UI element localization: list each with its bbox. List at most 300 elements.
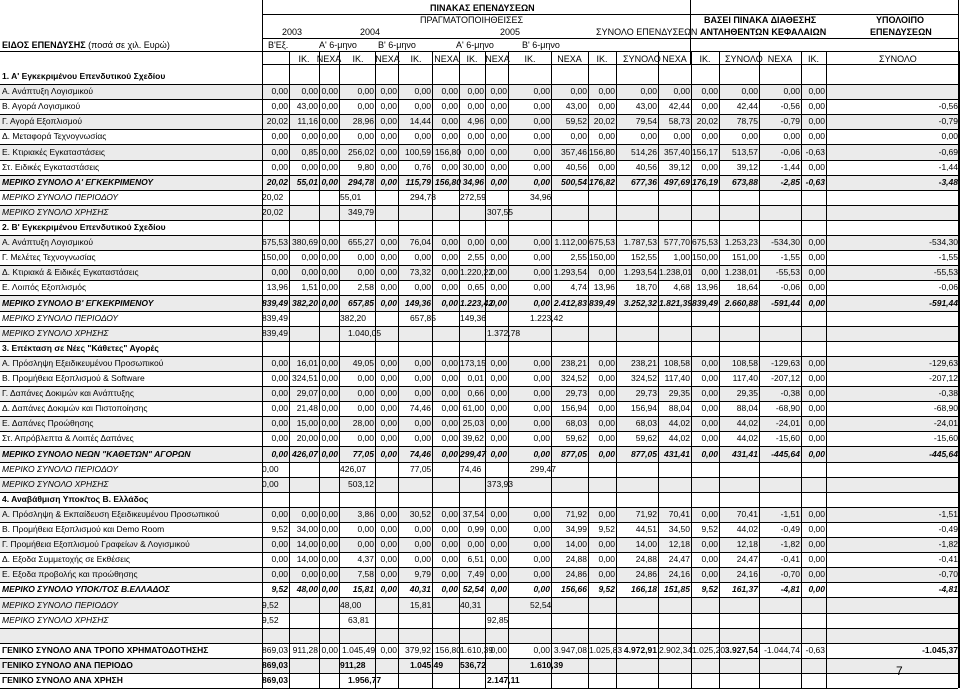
table-cell: 1.293,54 <box>623 267 657 278</box>
year-2003: 2003 <box>282 27 303 37</box>
row-label: Ε. Λοιπός Εξοπλισμός <box>2 282 87 293</box>
sub-column-header: ΝΕΧΑ <box>434 54 459 64</box>
table-cell: -0,49 <box>938 524 958 534</box>
table-cell: 68,03 <box>635 418 657 429</box>
period-total-cell: 272,59 <box>460 191 486 202</box>
table-cell: 40,56 <box>565 161 587 172</box>
synolo-epend-header: ΣΥΝΟΛΟ ΕΠΕΝΔΥΣΕΩΝ <box>596 27 698 37</box>
table-cell: 0,00 <box>271 418 288 429</box>
table-cell: 0,00 <box>808 539 825 550</box>
table-cell: 0,00 <box>533 116 550 127</box>
section-row <box>0 492 960 507</box>
row-label: Γ. Αγορά Εξοπλισμού <box>2 116 82 127</box>
table-cell: 0,00 <box>441 267 458 278</box>
table-cell: 0,00 <box>441 403 458 414</box>
table-cell: 7,49 <box>467 569 484 580</box>
table-cell: -0,38 <box>780 388 800 399</box>
table-cell: 39,12 <box>736 161 758 172</box>
row-label: ΜΕΡΙΚΟ ΣΥΝΟΛΟ ΠΕΡΙΟΔΟΥ <box>2 463 119 474</box>
subtotal-row <box>0 477 960 492</box>
table-cell: 0,00 <box>414 357 431 368</box>
table-cell: 0,00 <box>357 524 374 534</box>
table-row <box>0 552 960 567</box>
table-cell: 0,00 <box>301 86 318 97</box>
table-cell: 12,18 <box>668 539 690 550</box>
table-cell: 59,62 <box>565 433 587 444</box>
table-cell: 1.293,54 <box>553 267 587 278</box>
table-cell: 0,00 <box>441 584 458 595</box>
table-cell: 79,54 <box>635 116 657 127</box>
table-cell: -0,63 <box>805 176 825 187</box>
row-label: 3. Επέκταση σε Νέες "Κάθετες" Αγορές <box>2 342 159 353</box>
table-cell: 0,00 <box>321 388 338 399</box>
table-cell: 0,00 <box>357 131 374 142</box>
row-label: Δ. Κτιριακά & Ειδικές Εγκαταστάσεις <box>2 267 139 278</box>
table-subtitle: ΠΡΑΓΜΑΤΟΠΟΙΗΘΕΙΣΕΣ <box>420 15 524 25</box>
table-cell: 0,00 <box>271 554 288 565</box>
table-cell: 108,58 <box>664 357 690 368</box>
table-cell: 0,00 <box>598 161 615 172</box>
table-cell: 166,18 <box>631 584 657 595</box>
table-cell: 0,00 <box>414 131 431 142</box>
table-cell: -1,82 <box>938 539 958 550</box>
table-cell: 34,00 <box>296 524 318 534</box>
subtotal-row <box>0 613 960 628</box>
table-row <box>0 582 960 597</box>
row-label: Α. Ανάπτυξη Λογισμικού <box>2 86 93 97</box>
table-cell: -0,63 <box>805 644 825 655</box>
table-cell: 0,00 <box>357 539 374 550</box>
table-cell: 1.112,00 <box>554 237 587 248</box>
table-cell: 18,70 <box>635 282 657 293</box>
table-cell: 839,49 <box>262 297 288 308</box>
table-cell: 0,00 <box>380 267 397 278</box>
table-cell: 0,00 <box>701 101 718 112</box>
table-cell: 0,00 <box>321 508 338 519</box>
table-cell: 0,00 <box>533 508 550 519</box>
row-label: 4. Αναβάθμιση Υποκ/τος Β. Ελλάδος <box>2 493 149 504</box>
table-cell: 0,00 <box>533 267 550 278</box>
period-total-cell: 1.610,39 <box>530 659 564 670</box>
table-cell: 68,03 <box>565 418 587 429</box>
subtotal-row <box>0 205 960 220</box>
grid-line <box>0 522 958 523</box>
period-total-cell: 536,72 <box>460 659 486 670</box>
table-cell: 59,52 <box>565 116 587 127</box>
table-cell: 0,00 <box>533 584 550 595</box>
table-cell: 1.253,23 <box>724 237 758 248</box>
sub-column-header: ΣΥΝΟΛΟ <box>725 54 763 64</box>
table-cell: 0,00 <box>321 297 338 308</box>
table-cell: 100,59 <box>405 146 431 157</box>
table-cell: 1,00 <box>673 252 690 263</box>
table-cell: -0,56 <box>780 101 800 112</box>
row-label: ΜΕΡΙΚΟ ΣΥΝΟΛΟ ΥΠΟΚ/ΤΟΣ Β.ΕΛΛΑΔΟΣ <box>2 584 170 595</box>
period-a-2005: Α' 6-μηνο <box>456 40 494 50</box>
table-cell: 0,00 <box>598 569 615 580</box>
table-cell: 78,75 <box>736 116 758 127</box>
table-cell: 0,00 <box>380 644 397 655</box>
table-cell: -129,63 <box>771 357 800 368</box>
table-cell: 0,00 <box>533 448 550 459</box>
table-cell: 18,64 <box>736 282 758 293</box>
grid-line <box>719 51 720 688</box>
table-cell: 0,00 <box>441 357 458 368</box>
table-cell: 0,00 <box>533 433 550 444</box>
grid-line <box>0 144 958 145</box>
table-cell: 42,44 <box>736 101 758 112</box>
table-cell: 0,00 <box>357 433 374 444</box>
table-cell: 0,00 <box>271 101 288 112</box>
table-cell: 150,00 <box>692 252 718 263</box>
grid-line <box>0 371 958 372</box>
row-label: ΓΕΝΙΚΟ ΣΥΝΟΛΟ ΑΝΑ ΧΡΗΣΗ <box>2 675 123 685</box>
table-cell: 0,00 <box>490 176 507 187</box>
grid-line <box>0 280 958 281</box>
table-cell: 0,00 <box>490 569 507 580</box>
table-cell: 0,00 <box>533 373 550 383</box>
table-cell: -207,12 <box>929 373 958 383</box>
table-cell: 0,00 <box>321 237 338 248</box>
period-total-cell: 52,54 <box>530 599 552 610</box>
table-cell: 0,00 <box>701 403 718 414</box>
table-cell: 0,00 <box>380 418 397 429</box>
table-cell: 0,00 <box>441 237 458 248</box>
table-cell: 0,00 <box>533 418 550 429</box>
year-total-cell: 307,55 <box>487 206 513 217</box>
basi-header-1: ΒΑΣΕΙ ΠΙΝΑΚΑ ΔΙΑΘΕΣΗΣ <box>704 15 817 25</box>
table-cell: 2,55 <box>570 252 587 263</box>
table-cell: 0,00 <box>321 116 338 127</box>
table-cell: 0,00 <box>414 373 431 383</box>
table-cell: 0,00 <box>533 357 550 368</box>
table-row <box>0 643 960 658</box>
period-total-cell: 20,02 <box>262 191 284 202</box>
table-cell: 0,00 <box>271 267 288 278</box>
table-cell: -0,70 <box>780 569 800 580</box>
subtotal-row <box>0 658 960 673</box>
table-cell: 43,00 <box>565 101 587 112</box>
table-cell: 70,41 <box>736 508 758 519</box>
table-cell: 0,00 <box>701 86 718 97</box>
grid-line <box>0 386 958 387</box>
table-cell: 0,00 <box>701 539 718 550</box>
sub-column-header: ΙΚ. <box>699 54 711 64</box>
sub-column-header: ΝΕΧΑ <box>662 54 687 64</box>
period-b-2004: Β' 6-μηνο <box>378 40 416 50</box>
table-cell: 324,52 <box>631 373 657 383</box>
table-cell: 0,00 <box>271 569 288 580</box>
table-cell: 30,00 <box>462 161 484 172</box>
table-cell: 0,00 <box>490 584 507 595</box>
table-cell: 39,12 <box>668 161 690 172</box>
grid-line <box>0 235 958 236</box>
period-total-cell: 15,81 <box>410 599 432 610</box>
table-cell: 3.252,32 <box>623 297 657 308</box>
table-cell: 14,00 <box>635 539 657 550</box>
table-cell: 0,00 <box>783 131 800 142</box>
table-cell: 677,36 <box>631 176 657 187</box>
table-cell: 0,00 <box>441 373 458 383</box>
table-cell: 0,00 <box>321 252 338 263</box>
row-label: ΜΕΡΙΚΟ ΣΥΝΟΛΟ ΧΡΗΣΗΣ <box>2 327 109 338</box>
table-cell: 0,00 <box>808 508 825 519</box>
table-cell: 0,01 <box>467 373 484 383</box>
table-cell: 71,92 <box>635 508 657 519</box>
row-label: Γ. Δαπάνες Δοκιμών και Ανάπτυξης <box>2 388 134 399</box>
table-cell: 44,02 <box>736 433 758 444</box>
grid-line <box>0 643 958 644</box>
table-row <box>0 175 960 190</box>
table-cell: 70,41 <box>668 508 690 519</box>
table-cell: 0,00 <box>701 433 718 444</box>
table-cell: 0,00 <box>808 116 825 127</box>
table-cell: 0,00 <box>380 388 397 399</box>
table-cell: 2,58 <box>357 282 374 293</box>
table-cell: 0,99 <box>467 524 484 534</box>
ypol-header-1: ΥΠΟΛΟΙΠΟ <box>876 15 925 25</box>
table-cell: 0,00 <box>414 433 431 444</box>
table-cell: 151,00 <box>732 252 758 263</box>
grid-line <box>319 51 320 688</box>
table-cell: 0,00 <box>490 539 507 550</box>
table-cell: 40,56 <box>635 161 657 172</box>
table-cell: 0,00 <box>321 644 338 655</box>
table-cell: 43,00 <box>635 101 657 112</box>
table-cell: 357,46 <box>561 146 587 157</box>
period-total-cell: 911,28 <box>340 659 366 670</box>
grid-line <box>0 99 958 100</box>
table-cell: 0,00 <box>533 554 550 565</box>
period-b-ex: Β'Εξ. <box>268 40 289 50</box>
table-cell: 382,20 <box>292 297 318 308</box>
table-cell: 30,52 <box>409 508 431 519</box>
grid-line <box>0 613 958 614</box>
table-cell: -1,44 <box>780 161 800 172</box>
table-cell: 77,05 <box>352 448 374 459</box>
table-cell: 0,00 <box>598 131 615 142</box>
table-cell: 13,96 <box>266 282 288 293</box>
table-cell: 0,00 <box>598 508 615 519</box>
table-title: ΠΙΝΑΚΑΣ ΕΠΕΝΔΥΣΕΩΝ <box>430 3 535 13</box>
table-cell: 0,00 <box>441 554 458 565</box>
table-cell: 48,00 <box>296 584 318 595</box>
table-cell: 2.660,88 <box>724 297 758 308</box>
table-cell: 44,51 <box>635 524 657 534</box>
table-cell: 0,00 <box>490 644 507 655</box>
table-cell: 0,00 <box>321 433 338 444</box>
table-cell: 0,00 <box>301 267 318 278</box>
table-cell: 0,00 <box>321 86 338 97</box>
grid-line <box>0 341 958 342</box>
grid-line <box>0 190 958 191</box>
table-cell: 0,00 <box>808 388 825 399</box>
grid-line <box>0 51 958 52</box>
table-row <box>0 537 960 552</box>
table-cell: 324,51 <box>292 373 318 383</box>
table-cell: 0,00 <box>490 282 507 293</box>
table-cell: 0,00 <box>467 237 484 248</box>
table-cell: 156,94 <box>631 403 657 414</box>
row-label: Α. Ανάπτυξη Λογισμικού <box>2 237 93 248</box>
grid-line <box>485 51 486 688</box>
sub-column-header: ΣΥΝΟΛΟ <box>879 54 917 64</box>
grid-line <box>690 0 691 64</box>
table-cell: 0,65 <box>467 282 484 293</box>
year-total-cell: 63,81 <box>348 614 370 625</box>
period-total-cell: 77,05 <box>410 463 432 474</box>
table-cell: 0,00 <box>467 131 484 142</box>
table-cell: 0,00 <box>741 86 758 97</box>
table-cell: 0,00 <box>357 267 374 278</box>
sub-column-header: ΙΚ. <box>410 54 422 64</box>
table-cell: 0,00 <box>533 252 550 263</box>
table-cell: 0,00 <box>380 448 397 459</box>
year-total-cell: 869,03 <box>262 675 288 685</box>
period-total-cell: 299,47 <box>530 463 556 474</box>
table-cell: 0,00 <box>321 584 338 595</box>
table-cell: 0,00 <box>321 267 338 278</box>
table-cell: 0,00 <box>701 418 718 429</box>
table-cell: 0,00 <box>441 116 458 127</box>
table-cell: 7,58 <box>357 569 374 580</box>
table-cell: 0,00 <box>533 237 550 248</box>
grid-line <box>0 446 958 447</box>
table-cell: 15,00 <box>296 418 318 429</box>
sub-column-header: ΙΚ. <box>524 54 536 64</box>
table-cell: -534,30 <box>929 237 958 248</box>
table-cell: 29,73 <box>565 388 587 399</box>
table-row <box>0 129 960 144</box>
row-label: Α. Πρόσληψη & Εκπαίδευση Εξειδικευμένου Προσωπικού <box>2 508 220 519</box>
table-cell: 0,00 <box>701 508 718 519</box>
table-cell: 74,46 <box>409 403 431 414</box>
table-cell: -445,64 <box>771 448 800 459</box>
ypol-header-2: ΕΠΕΝΔΥΣΕΩΝ <box>870 27 932 37</box>
subtotal-row <box>0 673 960 688</box>
table-cell: 28,96 <box>352 116 374 127</box>
table-cell: 0,00 <box>414 524 431 534</box>
table-cell: 1.223,42 <box>460 297 494 308</box>
table-cell: 0,00 <box>490 86 507 97</box>
table-cell: 0,00 <box>271 403 288 414</box>
table-cell: 0,00 <box>490 554 507 565</box>
table-cell: 911,28 <box>292 644 318 655</box>
table-row <box>0 265 960 280</box>
grid-line <box>0 356 958 357</box>
table-cell: 0,00 <box>490 357 507 368</box>
table-cell: 877,05 <box>631 448 657 459</box>
table-cell: 0,00 <box>301 131 318 142</box>
table-cell: 14,00 <box>565 539 587 550</box>
table-cell: 0,00 <box>533 569 550 580</box>
table-cell: 0,00 <box>598 388 615 399</box>
table-cell: 0,00 <box>808 252 825 263</box>
table-cell: 0,00 <box>490 161 507 172</box>
table-cell: 0,00 <box>321 176 338 187</box>
table-cell: 657,85 <box>348 297 374 308</box>
table-cell: -1,55 <box>938 252 958 263</box>
table-cell: 0,00 <box>808 418 825 429</box>
table-cell: 176,82 <box>589 176 615 187</box>
table-cell: 0,00 <box>533 644 550 655</box>
grid-line <box>759 51 760 688</box>
table-cell: 0,00 <box>321 569 338 580</box>
table-cell: 0,00 <box>321 101 338 112</box>
table-cell: 1.025,20 <box>692 644 726 655</box>
table-cell: 0,00 <box>441 297 458 308</box>
table-cell: 0,00 <box>701 357 718 368</box>
grid-line <box>459 51 460 688</box>
table-cell: 0,00 <box>301 161 318 172</box>
table-cell: -207,12 <box>771 373 800 383</box>
table-cell: 839,49 <box>589 297 615 308</box>
table-cell: 161,37 <box>732 584 758 595</box>
period-total-cell: 294,78 <box>410 191 436 202</box>
table-cell: 0,00 <box>640 131 657 142</box>
table-cell: 0,00 <box>441 433 458 444</box>
year-total-cell: 92,85 <box>487 614 509 625</box>
table-cell: -3,48 <box>938 176 958 187</box>
table-cell: 1,51 <box>301 282 318 293</box>
table-cell: 71,92 <box>565 508 587 519</box>
table-cell: 1.238,01 <box>724 267 758 278</box>
table-cell: 0,00 <box>808 403 825 414</box>
table-cell: 0,00 <box>808 237 825 248</box>
row-label: ΜΕΡΙΚΟ ΣΥΝΟΛΟ Β' ΕΓΚΕΚΡΙΜΕΝΟΥ <box>2 297 154 308</box>
table-cell: 0,00 <box>598 86 615 97</box>
table-cell: 173,15 <box>460 357 486 368</box>
table-cell: 0,00 <box>783 86 800 97</box>
table-cell: -1,51 <box>938 508 958 519</box>
table-cell: 44,02 <box>736 418 758 429</box>
row-label: Ε. Εξοδα προβολής και προώθησης <box>2 569 138 580</box>
table-cell: 0,00 <box>380 161 397 172</box>
table-cell: 0,00 <box>490 388 507 399</box>
grid-line <box>588 51 589 688</box>
row-label: ΜΕΡΙΚΟ ΣΥΝΟΛΟ ΠΕΡΙΟΔΟΥ <box>2 191 119 202</box>
sub-column-header: ΝΕΧΑ <box>557 54 582 64</box>
row-label: 1. Α' Εγκεκριμένου Επενδυτικού Σχεδίου <box>2 71 166 81</box>
table-cell: 0,00 <box>808 101 825 112</box>
table-cell: 88,04 <box>736 403 758 414</box>
year-total-cell: 349,79 <box>348 206 374 217</box>
table-cell: 151,85 <box>664 584 690 595</box>
table-cell: 0,00 <box>271 146 288 157</box>
table-cell: 1.787,53 <box>623 237 657 248</box>
table-row <box>0 447 960 462</box>
section-row <box>0 628 960 643</box>
sub-column-header: ΙΚ. <box>466 54 478 64</box>
row-label: ΜΕΡΙΚΟ ΣΥΝΟΛΟ ΧΡΗΣΗΣ <box>2 206 109 217</box>
table-cell: 4,37 <box>357 554 374 565</box>
sub-column-header: ΝΕΧΑ <box>375 54 400 64</box>
table-cell: 52,54 <box>462 584 484 595</box>
table-cell: 0,00 <box>808 86 825 97</box>
sub-column-header: ΣΥΝΟΛΟ <box>623 54 661 64</box>
table-cell: 0,00 <box>533 176 550 187</box>
table-cell: 20,02 <box>266 116 288 127</box>
table-cell: 176,19 <box>692 176 718 187</box>
table-cell: -1.044,74 <box>764 644 800 655</box>
table-cell: 49,05 <box>352 357 374 368</box>
period-total-cell: 48,00 <box>340 599 362 610</box>
table-cell: -0,79 <box>938 116 958 127</box>
table-cell: -4,81 <box>938 584 958 595</box>
table-cell: 1.045,49 <box>342 644 376 655</box>
table-cell: 0,00 <box>598 101 615 112</box>
table-cell: 0,00 <box>414 554 431 565</box>
